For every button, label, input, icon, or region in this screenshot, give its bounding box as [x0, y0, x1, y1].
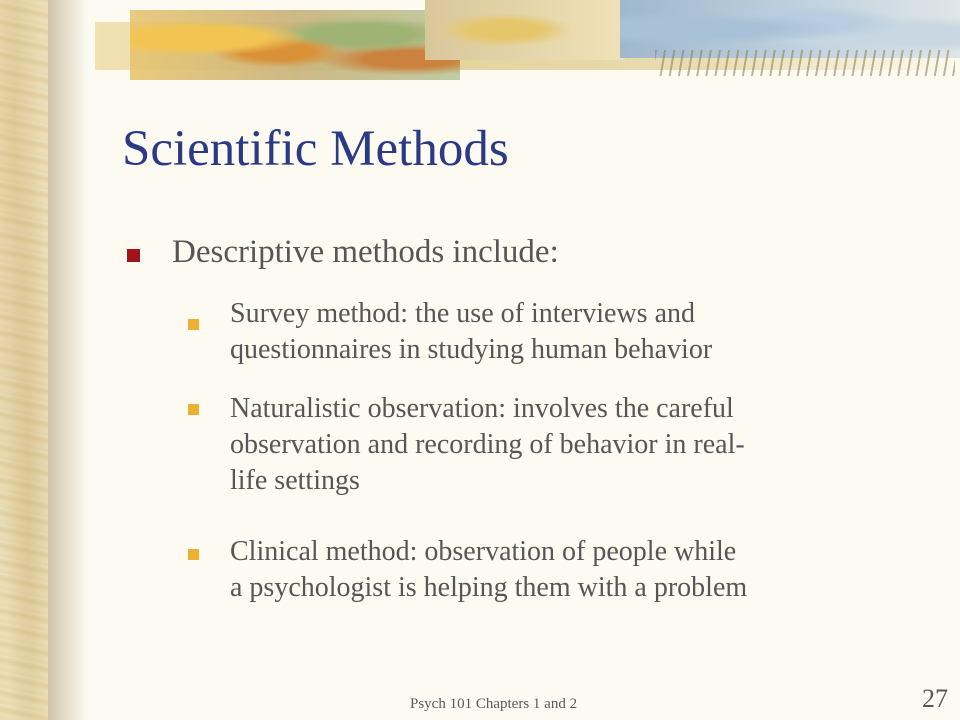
sub-bullet-line: Survey method: the use of interviews and: [230, 298, 696, 329]
slide-title: Scientific Methods: [122, 121, 509, 177]
top-banner-decoration: [95, 0, 960, 80]
sub-bullet-marker: [188, 319, 199, 330]
sub-bullet-line: a psychologist is helping them with a problem: [230, 572, 748, 603]
sub-bullet-marker: [188, 404, 199, 415]
banner-fern-image: [655, 50, 955, 76]
slide-page-number: 27: [922, 684, 948, 713]
main-bullet-text: Descriptive methods include:: [172, 234, 559, 270]
sub-bullet-line: life settings: [230, 465, 360, 496]
sub-bullet-text: [230, 391, 930, 499]
banner-middle-image: [425, 0, 625, 60]
sub-bullet-line: observation and recording of behavior in real-: [230, 429, 745, 460]
sub-bullet-text: [230, 296, 930, 368]
banner-leaves-image: [130, 10, 460, 80]
sub-bullet-marker: [188, 549, 199, 560]
sub-bullet-line: Naturalistic observation: involves the careful: [230, 393, 734, 424]
parchment-left-strip: [0, 0, 48, 720]
left-strip-shadow: [48, 0, 88, 720]
main-bullet-marker: [127, 249, 140, 262]
sub-bullet-line: questionnaires in studying human behavior: [230, 334, 713, 365]
sub-bullet-line: Clinical method: observation of people while: [230, 536, 737, 567]
slide-footer: Psych 101 Chapters 1 and 2: [410, 696, 578, 712]
sub-bullet-text: [230, 534, 930, 606]
